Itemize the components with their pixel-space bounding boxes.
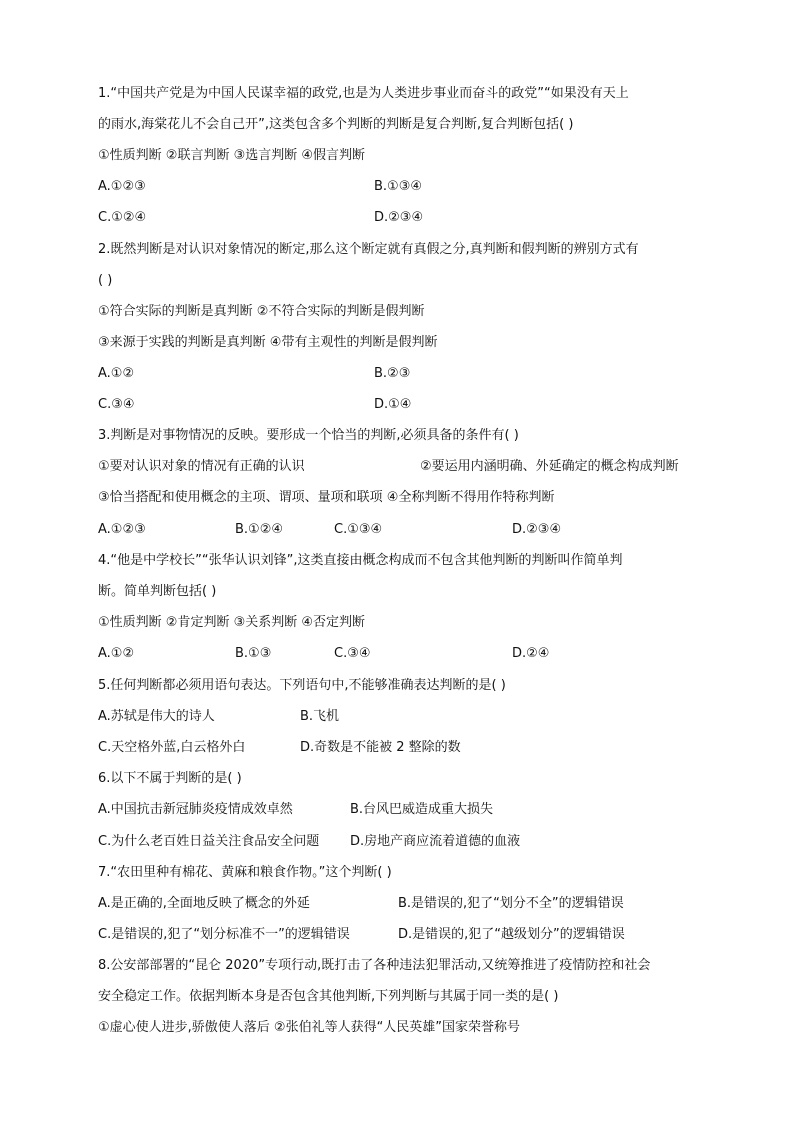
question-3-option-d: D.②③④ [512, 522, 562, 537]
question-4-statements: ①性质判断 ②肯定判断 ③关系判断 ④否定判断 [98, 615, 366, 630]
question-6-option-d: D.房地产商应流着道德的血液 [350, 834, 521, 849]
question-1-option-d: D.②③④ [374, 210, 424, 225]
question-1-option-b: B.①③④ [374, 179, 423, 194]
question-5-option-d: D.奇数是不能被 2 整除的数 [300, 740, 461, 755]
question-3-option-b: B.①②④ [235, 522, 284, 537]
question-7-option-c: C.是错误的,犯了“划分标准不一”的逻辑错误 [98, 927, 350, 942]
question-2-option-a: A.①② [98, 366, 135, 381]
question-2-option-d: D.①④ [374, 397, 412, 412]
question-2-stem-line-1: 2.既然判断是对认识对象情况的断定,那么这个断定就有真假之分,真判断和假判断的辨别方式有 [98, 242, 639, 257]
question-1-stem-line-2: 的雨水,海棠花儿不会自己开”,这类包含多个判断的判断是复合判断,复合判断包括( ) [98, 117, 574, 132]
question-2-statements-2: ③来源于实践的判断是真判断 ④带有主观性的判断是假判断 [98, 335, 438, 350]
question-5-stem-line-1: 5.任何判断都必须用语句表达。下列语句中,不能够准确表达判断的是( ) [98, 678, 506, 693]
question-8-stem-line-1: 8.公安部部署的“昆仑 2020”专项行动,既打击了各种违法犯罪活动,又统筹推进了疫情防控和社会 [98, 958, 651, 973]
question-4-stem-line-1: 4.“他是中学校长”“张华认识刘锋”,这类直接由概念构成而不包含其他判断的判断叫作简单判 [98, 553, 623, 568]
question-1-option-a: A.①②③ [98, 179, 146, 194]
question-3-option-c: C.①③④ [334, 522, 383, 537]
question-7-option-a: A.是正确的,全面地反映了概念的外延 [98, 896, 310, 911]
question-2-option-c: C.③④ [98, 397, 135, 412]
question-4-option-d: D.②④ [512, 646, 550, 661]
question-4-option-c: C.③④ [334, 646, 371, 661]
question-5-option-a: A.苏轼是伟大的诗人 [98, 709, 215, 724]
question-7-option-d: D.是错误的,犯了“越级划分”的逻辑错误 [398, 927, 625, 942]
question-5-option-b: B.飞机 [300, 709, 340, 724]
question-7-option-b: B.是错误的,犯了“划分不全”的逻辑错误 [398, 896, 624, 911]
question-2-stem-line-2: ( ) [98, 273, 113, 288]
question-2-option-b: B.②③ [374, 366, 411, 381]
question-4-option-a: A.①② [98, 646, 135, 661]
question-6-option-a: A.中国抗击新冠肺炎疫情成效卓然 [98, 802, 293, 817]
question-6-stem-line-1: 6.以下不属于判断的是( ) [98, 771, 242, 786]
question-8-statements: ①虚心使人进步,骄傲使人落后 ②张伯礼等人获得“人民英雄”国家荣誉称号 [98, 1020, 521, 1035]
question-3-statement-3: ③恰当搭配和使用概念的主项、谓项、量项和联项 ④全称判断不得用作特称判断 [98, 490, 555, 505]
question-8-stem-line-2: 安全稳定工作。依据判断本身是否包含其他判断,下列判断与其属于同一类的是( ) [98, 989, 559, 1004]
question-1-option-c: C.①②④ [98, 210, 147, 225]
question-4-stem-line-2: 断。简单判断包括( ) [98, 584, 217, 599]
question-3-statement-2: ②要运用内涵明确、外延确定的概念构成判断 [420, 459, 679, 474]
question-6-option-c: C.为什么老百姓日益关注食品安全问题 [98, 834, 320, 849]
question-3-stem-line-1: 3.判断是对事物情况的反映。要形成一个恰当的判断,必须具备的条件有( ) [98, 428, 519, 443]
question-4-option-b: B.①③ [235, 646, 272, 661]
question-1-stem-line-1: 1.“中国共产党是为中国人民谋幸福的政党,也是为人类进步事业而奋斗的政党”“如果没有天上 [98, 86, 629, 101]
question-3-option-a: A.①②③ [98, 522, 146, 537]
question-1-statements: ①性质判断 ②联言判断 ③选言判断 ④假言判断 [98, 148, 366, 163]
question-2-statements-1: ①符合实际的判断是真判断 ②不符合实际的判断是假判断 [98, 304, 425, 319]
question-3-statement-1: ①要对认识对象的情况有正确的认识 [98, 459, 305, 474]
question-5-option-c: C.天空格外蓝,白云格外白 [98, 740, 246, 755]
question-6-option-b: B.台风巴威造成重大损失 [350, 802, 494, 817]
question-7-stem-line-1: 7.“农田里种有棉花、黄麻和粮食作物。”这个判断( ) [98, 865, 392, 880]
